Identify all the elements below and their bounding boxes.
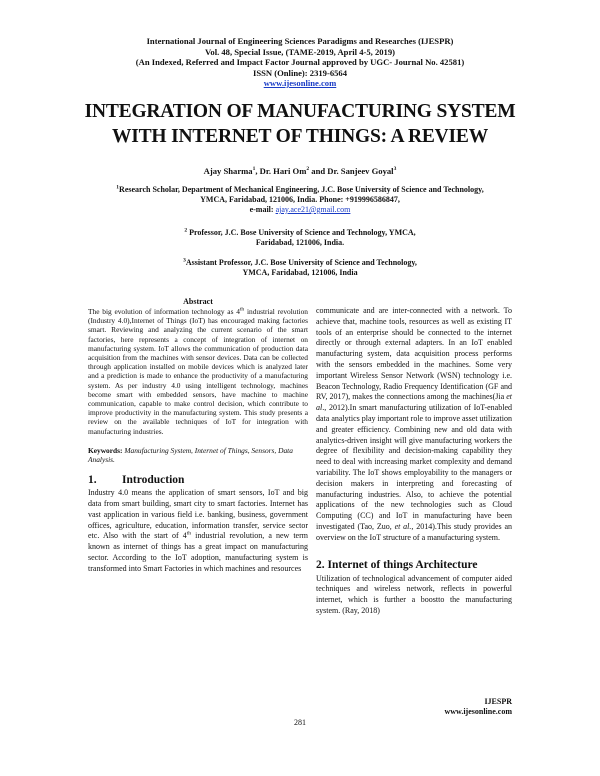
author-3: and Dr. Sanjeev Goyal	[311, 166, 394, 176]
paper-title-line-2: WITH INTERNET OF THINGS: A REVIEW	[111, 126, 489, 147]
affiliation-1	[60, 185, 540, 215]
author-1-affiliation-mark: 1	[252, 166, 256, 173]
footer-journal-name: IJESPR	[484, 697, 512, 706]
section-2-text: Utilization of technological advancement of computer aided techniques and wireless network, reflects in powerful internet, which is further a boostto the manufacturing system. (Ray, 2018)	[316, 573, 512, 615]
abstract-text: The big evolution of information technology as 4th industrial revolution (Industry 4.0),Internet of Things (IoT) has encouraged making factories smart. Reviewing and analyzing the current scenario of the smart factories, here represents a concept of integration of internet on manufacturing system. IoT allows the communication of production data acquisition from the machines with sensor devices. Data can be collected through application installed on mobile devices which is analyzed later and a prediction is made to enhance the productivity of a manufacturing system. As per industry 4.0 using intelligent technology, machines become smart with embedded sensors, have machine to machine communication, capable to make control decision, which contribute to improve productivity in the manufacturing system. This study presents a review on the available techniques of IoT for integration with manufacturing industries.	[88, 306, 308, 436]
affiliation-3	[60, 258, 540, 278]
keywords	[88, 446, 308, 464]
email-label: e-mail:	[249, 205, 276, 214]
author-email-link[interactable]: ajay.ace21@gmail.com	[275, 205, 351, 214]
section-1-text: Industry 4.0 means the application of smart sensors, IoT and big data from smart building, smart city to smart factories. Internet has vast application in various field i.e. banking, business, government offices, agriculture, education, information transfer, service sector etc. Also with the start of 4th industrial revolution, a new term known as internet of things has a great impact on manufacturing sector. According to the IoT adoption, manufacturing system is transformed into Smart Factories in which machines and resources	[88, 488, 308, 573]
paper-title-line-1: INTEGRATION OF MANUFACTURING SYSTEM	[84, 101, 516, 122]
section-1-heading: 1. Introduction	[88, 474, 185, 487]
journal-name: International Journal of Engineering Sciences Paradigms and Researches (IJESPR)	[146, 36, 454, 46]
footer-website: www.ijesonline.com	[444, 707, 512, 716]
paper-title	[0, 99, 600, 149]
journal-header	[0, 36, 600, 89]
keywords-text: Manufacturing System, Internet of Things, Sensors, Data Analysis.	[88, 445, 293, 465]
affiliation-1-line-1: Research Scholar, Department of Mechanical Engineering, J.C. Bose University of Science and Technology,	[119, 185, 484, 194]
affiliation-3-line-2: YMCA, Faridabad, 121006, India	[242, 268, 358, 277]
affiliation-1-line-2: YMCA, Faridabad, 121006, India. Phone: +919996586847,	[200, 195, 400, 204]
author-3-affiliation-mark: 3	[393, 166, 397, 173]
affiliation-1-mark: 1	[116, 184, 120, 191]
author-list	[0, 166, 600, 177]
affiliation-2-line-1: Professor, J.C. Bose University of Science and Technology, YMCA,	[187, 228, 416, 237]
footer-journal	[444, 697, 512, 717]
affiliation-2-line-2: Faridabad, 121006, India.	[255, 238, 345, 247]
section-1-continued-text: communicate and are inter-connected with a network. To achieve that, machine tools, resources as well as existing IT tools of an enterprise should be connected to the internet directly or through external adapters. In an IoT enabled manufacturing system, data acquisition process performs with the sensors embedded in the machines. Some very important Wireless Sensor Network (WSN) technology i.e. Beacon Technology, Radio Frequency Identification (GF and RV, 2017), makes the connections among the machines(Jia et al., 2012).In smart manufacturing utilization of IoT-enabled data analytics play important role to improve asset utilization and greater efficiency. Combining new and old data with analytics-driven insight will give manufacturing workers the degree of flexibility and decision-making capability they need to deal with increasing market complexity and demand variability. The IoT shows employability to the managers or decision makers in interpreting and forecasting of manufacturing industries. Also, to achieve the potential applications of the new technologies such as Cloud Computing (CC) and IoT in manufacturing have been investigated (Tao, Zuo, et al., 2014).This study provides an overview on the IoT structure of a manufacturing system.	[316, 306, 513, 542]
affiliation-3-mark: 3	[183, 257, 186, 264]
abstract-heading: Abstract	[183, 297, 213, 306]
journal-issn: ISSN (Online): 2319-6564	[252, 67, 348, 78]
journal-volume: Vol. 48, Special Issue, (TAME-2019, April 4-5, 2019)	[204, 46, 396, 57]
author-2: , Dr. Hari Om	[255, 166, 307, 176]
left-column	[88, 297, 308, 575]
affiliation-2	[60, 228, 540, 248]
section-2-heading: 2. Internet of things Architecture	[316, 558, 478, 571]
journal-indexing: (An Indexed, Referred and Impact Factor Journal approved by UGC- Journal No. 42581)	[135, 57, 465, 67]
affiliation-2-mark: 2	[184, 227, 188, 234]
author-1: Ajay Sharma	[203, 166, 253, 176]
journal-website-link[interactable]: www.ijesonline.com	[263, 78, 337, 88]
keywords-label: Keywords:	[88, 445, 123, 455]
page-number: 281	[294, 718, 306, 727]
author-2-affiliation-mark: 2	[306, 166, 310, 173]
right-column	[316, 298, 512, 617]
affiliation-3-line-1: Assistant Professor, J.C. Bose University of Science and Technology,	[185, 258, 417, 267]
